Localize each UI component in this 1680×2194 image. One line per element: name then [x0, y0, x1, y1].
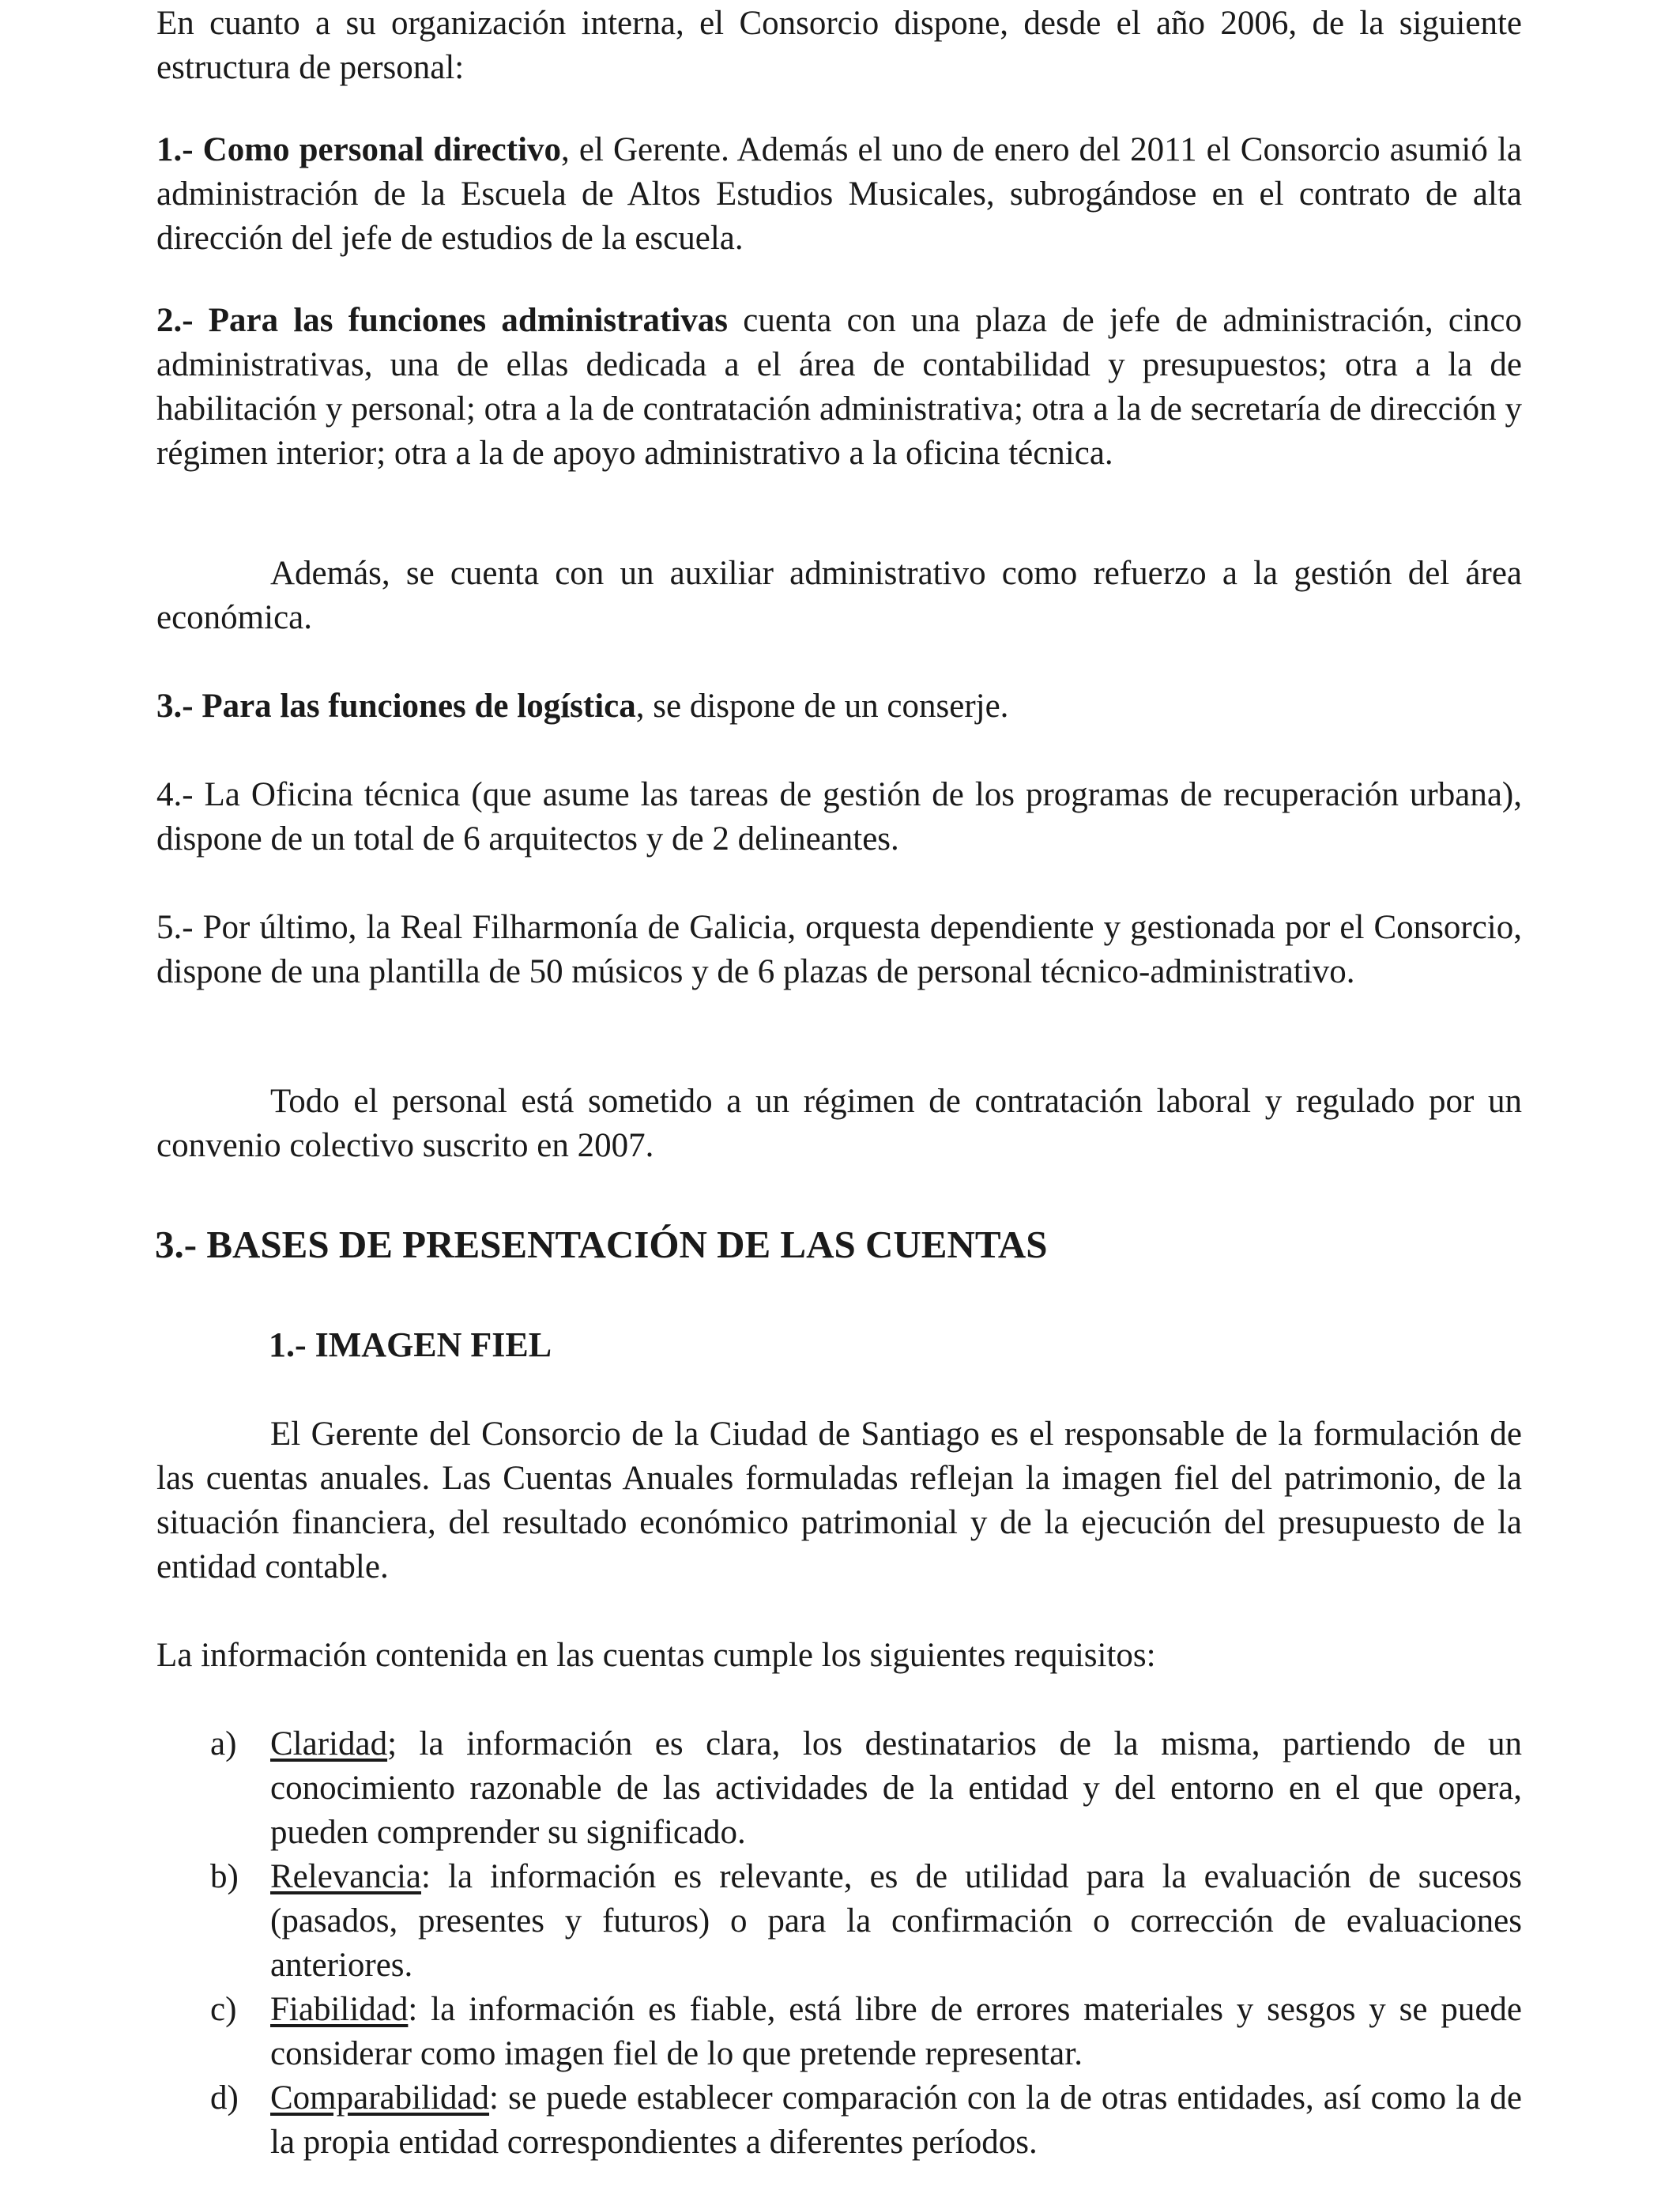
list-item [156, 2076, 1522, 2165]
item-2-lead: 2.- Para las funciones administrativas [156, 302, 729, 339]
item-5-paragraph: 5.- Por último, la Real Filharmonía de Galicia, orquesta dependiente y gestionada por el Consorcio, dispone de una plantilla de 50 músicos y de 6 plazas de personal técnico-administrativo. [156, 909, 1522, 990]
list-term: Fiabilidad [270, 1991, 409, 2028]
closing-paragraph: Todo el personal está sometido a un régimen de contratación laboral y regulado por un convenio colectivo suscrito en 2007. [156, 1083, 1522, 1164]
list-marker: d) [210, 2079, 239, 2117]
list-marker: b) [210, 1858, 239, 1895]
list-term: Comparabilidad [270, 2079, 490, 2117]
list-item [156, 1855, 1522, 1988]
item-2-extra-paragraph: Además, se cuenta con un auxiliar administrativo como refuerzo a la gestión del área económica. [156, 555, 1522, 636]
list-item [156, 1722, 1522, 1855]
requirements-intro: La información contenida en las cuentas cumple los siguientes requisitos: [156, 1637, 1156, 1674]
item-4-paragraph: 4.- La Oficina técnica (que asume las tareas de gestión de los programas de recuperación urbana), dispone de un total de 6 arquitectos y de 2 delineantes. [156, 776, 1522, 858]
list-term: Claridad [270, 1725, 388, 1762]
list-marker: a) [210, 1725, 237, 1762]
item-2-text: cuenta con una plaza de jefe de administración, cinco administrativas, una de ellas dedicada a el área de contabilidad y presupuestos; otra a la de habilitación y personal; otra a la de contratación administrativa; otra a la de secretaría de dirección y régimen interior; otra a la de apoyo administrativo a la oficina técnica. [156, 302, 1522, 472]
requirements-list [156, 1722, 1522, 2165]
list-text: : se puede establecer comparación con la de otras entidades, así como la de la propia entidad correspondientes a diferentes períodos. [270, 2079, 1522, 2161]
item-2-paragraph [156, 299, 1522, 476]
intro-paragraph: En cuanto a su organización interna, el Consorcio dispone, desde el año 2006, de la siguiente estructura de personal: [156, 5, 1522, 86]
subsection-heading: 1.- IMAGEN FIEL [269, 1325, 552, 1364]
list-marker: c) [210, 1991, 237, 2028]
item-1-lead: 1.- Como personal directivo [156, 131, 562, 168]
list-text: : la información es fiable, está libre de errores materiales y sesgos y se puede considerar como imagen fiel de lo que pretende representar. [270, 1991, 1522, 2072]
list-text: ; la información es clara, los destinatarios de la misma, partiendo de un conocimiento razonable de las actividades de la entidad y del entorno en el que opera, pueden comprender su significado. [270, 1725, 1522, 1851]
item-3-paragraph [156, 684, 1522, 729]
item-3-lead: 3.- Para las funciones de logística [156, 688, 636, 725]
list-term: Relevancia [270, 1858, 422, 1895]
list-text: : la información es relevante, es de utilidad para la evaluación de sucesos (pasados, presentes y futuros) o para la confirmación o corrección de evaluaciones anteriores. [270, 1858, 1522, 1984]
section-heading: 3.- BASES DE PRESENTACIÓN DE LAS CUENTAS [155, 1223, 1048, 1266]
item-1-paragraph [156, 128, 1522, 261]
list-item [156, 1988, 1522, 2076]
item-3-text: , se dispone de un conserje. [635, 688, 1009, 725]
item-1-text: , el Gerente. Además el uno de enero del 2011 el Consorcio asumió la administración de la Escuela de Altos Estudios Musicales, subrogándose en el contrato de alta dirección del jefe de estudios de la escuela. [156, 131, 1523, 257]
imagen-fiel-paragraph: El Gerente del Consorcio de la Ciudad de Santiago es el responsable de la formulación de las cuentas anuales. Las Cuentas Anuales formuladas reflejan la imagen fiel del patrimonio, de la situación financiera, del resultado económico patrimonial y de la ejecución del presupuesto de la entidad contable. [156, 1416, 1522, 1585]
